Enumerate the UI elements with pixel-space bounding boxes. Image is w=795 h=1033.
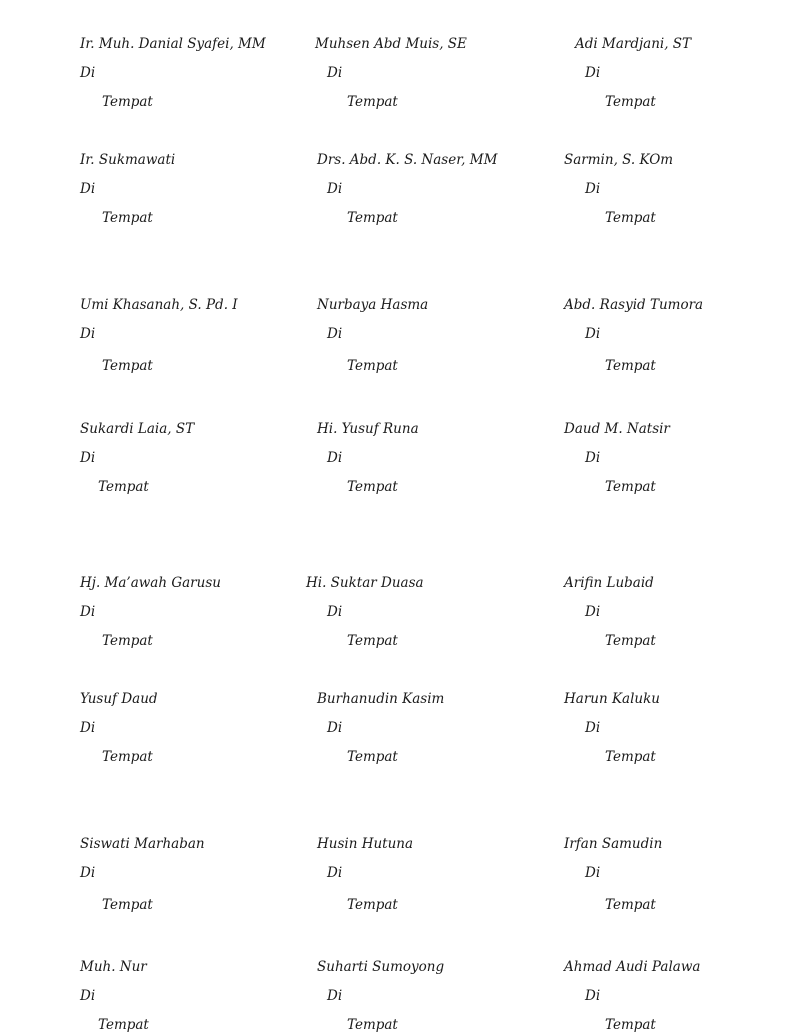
location-prefix: Di (327, 988, 343, 1004)
location-text: Tempat (605, 94, 656, 110)
location-prefix: Di (327, 450, 343, 466)
location-prefix: Di (327, 604, 343, 620)
location-text: Tempat (102, 358, 153, 374)
recipient-name: Ahmad Audi Palawa (564, 959, 701, 975)
recipient-name: Muhsen Abd Muis, SE (315, 36, 467, 52)
location-text: Tempat (102, 897, 153, 913)
location-prefix: Di (80, 181, 96, 197)
recipient-name: Hi. Yusuf Runa (317, 421, 419, 437)
location-text: Tempat (102, 749, 153, 765)
location-text: Tempat (347, 479, 398, 495)
recipient-name: Muh. Nur (80, 959, 147, 975)
location-text: Tempat (98, 479, 149, 495)
location-prefix: Di (327, 326, 343, 342)
location-text: Tempat (605, 1017, 656, 1033)
location-prefix: Di (327, 720, 343, 736)
recipient-name: Hj. Ma’awah Garusu (80, 575, 221, 591)
recipient-name: Arifin Lubaid (564, 575, 654, 591)
location-text: Tempat (102, 94, 153, 110)
recipient-name: Daud M. Natsir (564, 421, 670, 437)
location-prefix: Di (585, 865, 601, 881)
location-prefix: Di (80, 450, 96, 466)
location-prefix: Di (585, 181, 601, 197)
location-prefix: Di (327, 865, 343, 881)
location-prefix: Di (80, 865, 96, 881)
location-text: Tempat (605, 897, 656, 913)
location-text: Tempat (605, 358, 656, 374)
location-prefix: Di (585, 65, 601, 81)
location-prefix: Di (80, 65, 96, 81)
location-text: Tempat (347, 94, 398, 110)
recipient-name: Siswati Marhaban (80, 836, 205, 852)
recipient-name: Sukardi Laia, ST (80, 421, 195, 437)
location-prefix: Di (327, 181, 343, 197)
recipient-name: Drs. Abd. K. S. Naser, MM (317, 152, 498, 168)
location-text: Tempat (347, 633, 398, 649)
location-text: Tempat (102, 633, 153, 649)
location-prefix: Di (80, 604, 96, 620)
location-text: Tempat (605, 210, 656, 226)
location-text: Tempat (605, 749, 656, 765)
location-text: Tempat (347, 358, 398, 374)
recipient-name: Umi Khasanah, S. Pd. I (80, 297, 238, 313)
recipient-name: Hi. Suktar Duasa (306, 575, 424, 591)
location-prefix: Di (585, 720, 601, 736)
location-prefix: Di (80, 988, 96, 1004)
location-text: Tempat (102, 210, 153, 226)
recipient-name: Harun Kaluku (564, 691, 660, 707)
recipient-name: Suharti Sumoyong (317, 959, 445, 975)
location-text: Tempat (98, 1017, 149, 1033)
location-prefix: Di (80, 326, 96, 342)
location-prefix: Di (327, 65, 343, 81)
recipient-name: Irfan Samudin (564, 836, 663, 852)
location-text: Tempat (347, 749, 398, 765)
recipient-name: Abd. Rasyid Tumora (564, 297, 704, 313)
location-prefix: Di (585, 450, 601, 466)
location-prefix: Di (585, 988, 601, 1004)
location-text: Tempat (347, 1017, 398, 1033)
recipient-name: Ir. Sukmawati (80, 152, 176, 168)
location-text: Tempat (605, 633, 656, 649)
recipient-name: Ir. Muh. Danial Syafei, MM (80, 36, 266, 52)
recipient-name: Burhanudin Kasim (317, 691, 445, 707)
recipient-name: Yusuf Daud (80, 691, 158, 707)
recipient-name: Nurbaya Hasma (317, 297, 429, 313)
location-text: Tempat (347, 897, 398, 913)
recipient-name: Adi Mardjani, ST (575, 36, 692, 52)
recipient-name: Husin Hutuna (317, 836, 414, 852)
location-prefix: Di (585, 326, 601, 342)
location-prefix: Di (80, 720, 96, 736)
location-text: Tempat (605, 479, 656, 495)
location-prefix: Di (585, 604, 601, 620)
location-text: Tempat (347, 210, 398, 226)
recipient-name: Sarmin, S. KOm (564, 152, 674, 168)
